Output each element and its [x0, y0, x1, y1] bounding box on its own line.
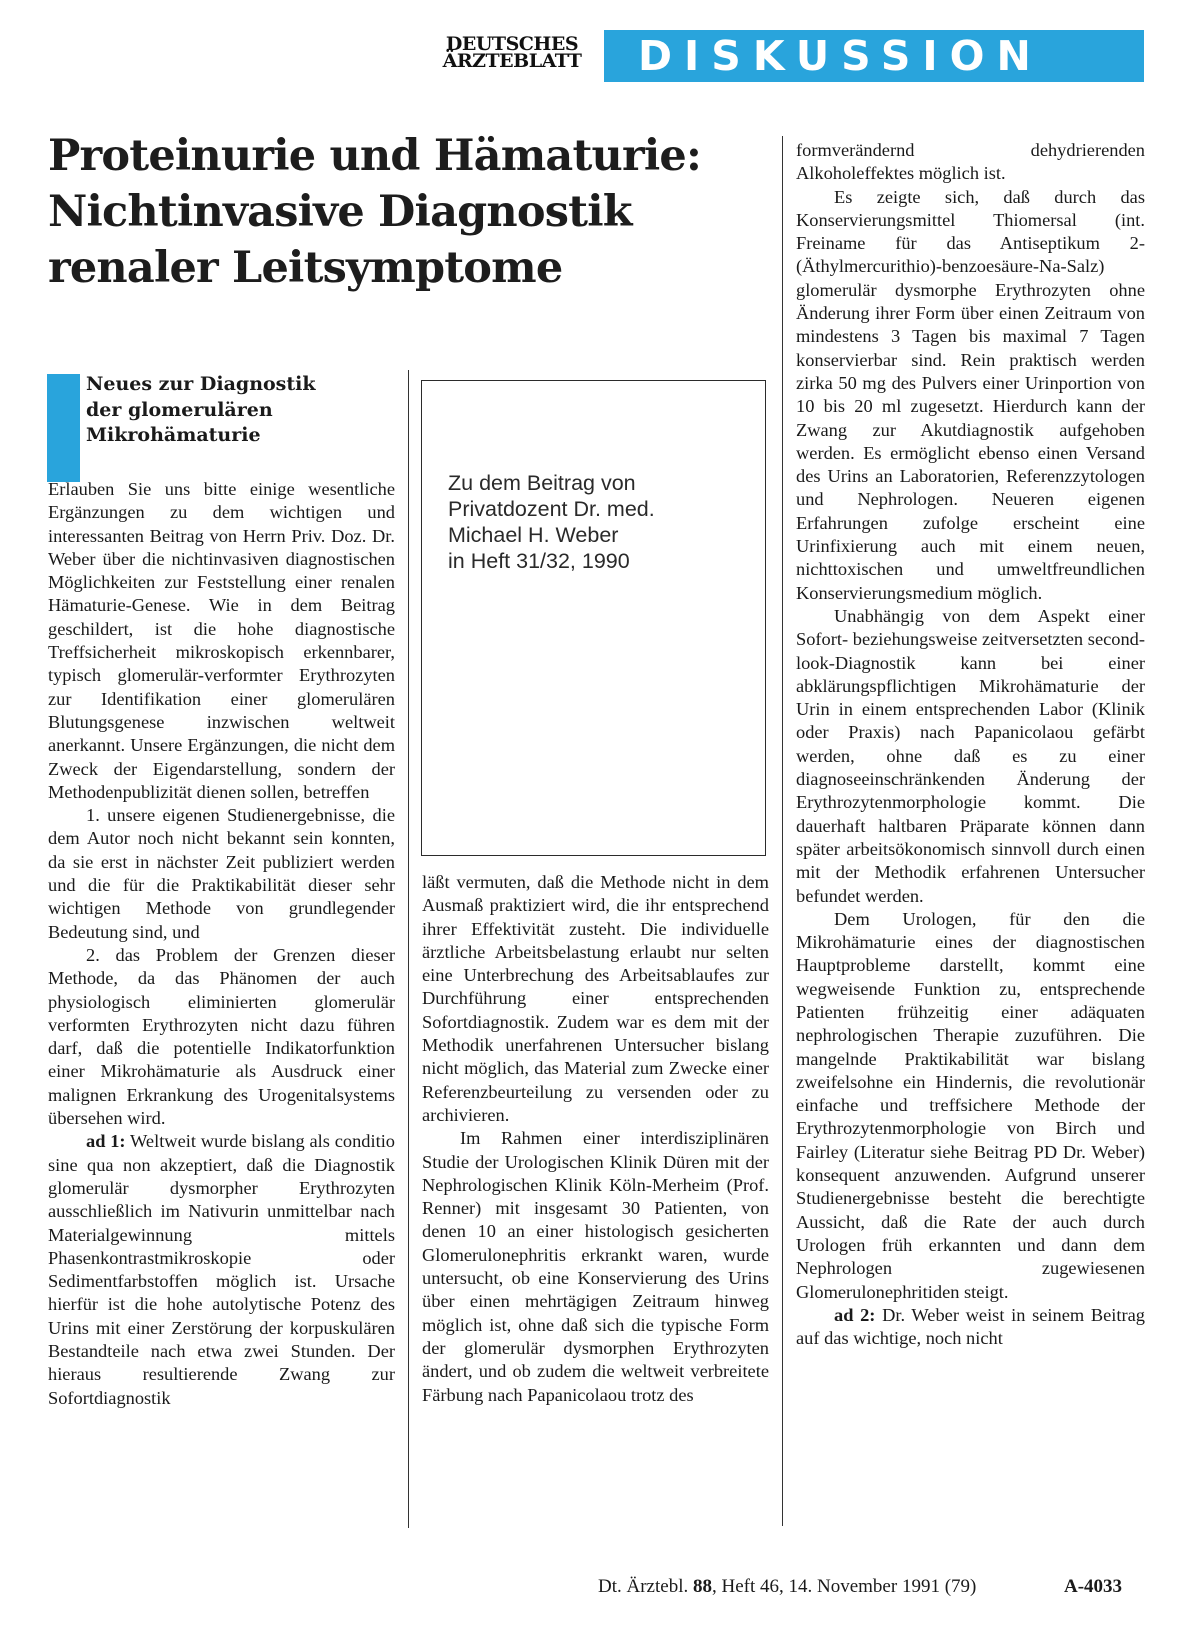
- infobox-line: Michael H. Weber: [448, 523, 619, 547]
- reference-infobox: [421, 380, 766, 856]
- subhead-accent-bar: [47, 374, 80, 482]
- title-line: renaler Leitsymptome: [48, 243, 563, 293]
- ad1-label: ad 1:: [86, 1131, 126, 1152]
- title-line: Nichtinvasive Diagnostik: [48, 187, 632, 237]
- paragraph: Im Rahmen einer interdisziplinären Studie der Urologischen Klinik Düren mit der Nephrologischen Klinik Köln-Merheim (Prof. Renner) mit insgesamt 30 Patienten, von denen 10 an einer histologisch gesicherten Glomerulonephritis erkrankt waren, wurde untersucht, ob eine Konservierung des Urins über einen mehrtägigen Zeitraum hinweg möglich ist, ohne daß sich die typische Form der glomerulär dysmorphen Erythrozyten ändert, und ob zudem die weltweit verbreitete Färbung nach Papanicolaou trotz des: [422, 1128, 769, 1405]
- subhead-line: Mikrohämaturie: [86, 424, 261, 446]
- paragraph: Es zeigte sich, daß durch das Konservierungsmittel Thiomersal (int. Freiname für das Antiseptikum 2-(Äthylmercurithio)-benzoesäure-Na-Salz) glomerulär dysmorphe Erythrozyten ohne Änderung ihrer Form über einen Zeitraum von mindestens 3 Tagen bis maximal 7 Tagen konservierbar sind. Rein praktisch werden zirka 50 mg des Pulvers einer Urinportion von 10 bis 20 ml zugesetzt. Hierdurch kann der Zwang zur Akutdiagnostik aufgehoben werden. Es ermöglicht ebenso einen Versand des Urins an Laboratorien, Referenzzytologen und Nephrologen. Neueren eigenen Erfahrungen zufolge erscheint eine Urinfixierung auch mit einem neuen, nichttoxischen und umweltfreundlichen Konservierungsmedium möglich.: [796, 186, 1145, 603]
- logo-line-1: DEUTSCHES: [445, 33, 579, 55]
- logo-line-2: ÄRZTEBLATT: [442, 50, 582, 72]
- section-label: DISKUSSION: [638, 32, 1043, 80]
- citation-prefix: Dt. Ärztebl.: [598, 1576, 693, 1597]
- paragraph: Unabhängig von dem Aspekt einer Sofort- beziehungsweise zeitversetzten second-look-Diagnostik kann bei einer abklärungspflichtigen Mikrohämaturie der Urin in einem entsprechenden Labor (Klinik oder Praxis) nach Papanicolaou gefärbt werden, ohne daß es zu einer diagnoseeinschränkenden Änderung der Erythrozytenmorphologie kommt. Die dauerhaft haltbaren Präparate können dann später arbeitsökonomisch sinnvoll durch einen mit der Methodik erfahrenen Untersucher befundet werden.: [796, 605, 1145, 906]
- page-number: A-4033: [1064, 1576, 1123, 1597]
- column-rule: [408, 370, 409, 1528]
- ad2-text: Dr. Weber weist in seinem Beitrag auf das wichtige, noch nicht: [796, 1304, 1145, 1349]
- paragraph: formverändernd dehydrierenden Alkoholeffektes möglich ist.: [796, 140, 1145, 184]
- journal-logo: [428, 33, 596, 72]
- paragraph-ad2: [796, 1304, 1145, 1351]
- citation-volume: 88: [692, 1576, 712, 1597]
- text-column-3: [796, 139, 1145, 1350]
- infobox-line: in Heft 31/32, 1990: [448, 549, 630, 573]
- paragraph: Dem Urologen, für den die Mikrohämaturie eines der diagnostischen Hauptprobleme darstellt, kommt eine wegweisende Funktion zu, entsprechende Patienten frühzeitig einer adäquaten nephrologischen Therapie zuzuführen. Die mangelnde Praktikabilität war bislang zweifelsohne ein Hindernis, die revolutionär einfache und treffsichere Methode der Erythrozytenmorphologie von Birch und Fairley (Literatur siehe Beitrag PD Dr. Weber) konsequent anzuwenden. Aufgrund unserer Studienergebnisse besteht die berechtigte Aussicht, daß die Rate der auch durch Urologen früh erkannten und dann dem Nephrologen zugewiesenen Glomerulonephritiden steigt.: [796, 908, 1145, 1302]
- citation-suffix: , Heft 46, 14. November 1991 (79): [711, 1576, 977, 1597]
- infobox-text: [448, 470, 655, 574]
- paragraph: läßt vermuten, daß die Methode nicht in dem Ausmaß praktiziert wird, die ihr entsprechend ihrer Effektivität zusteht. Die individuelle ärztliche Arbeitsbelastung erlaubt nur selten eine Unterbrechung des Arbeitsablaufes zur Durchführung einer entsprechenden Sofortdiagnostik. Zudem war es dem mit der Methodik unerfahrenen Untersucher bislang nicht möglich, das Material zum Zwecke einer Referenzbeurteilung zu versenden oder zu archivieren.: [422, 872, 769, 1125]
- text-column-2: [422, 871, 769, 1407]
- title-line: Proteinurie und Hämaturie:: [48, 131, 702, 181]
- article-subhead: [86, 372, 396, 449]
- infobox-line: Zu dem Beitrag von: [448, 471, 636, 495]
- infobox-line: Privatdozent Dr. med.: [448, 497, 655, 521]
- paragraph: 1. unsere eigenen Studienergebnisse, die dem Autor noch nicht bekannt sein konnten, da sie erst in nächster Zeit publiziert werden und die für die Praktikabilität dieser sehr wichtigen Methode von grundlegender Bedeutung sind, und: [48, 805, 395, 942]
- subhead-line: der glomerulären: [86, 398, 273, 421]
- paragraph: 2. das Problem der Grenzen dieser Methode, da das Phänomen der auch physiologisch eliminierten glomerulär verformten Erythrozyten nicht dazu führen darf, daß die potentielle Indikatorfunktion einer Mikrohämaturie als Ausdruck einer malignen Erkrankung des Urogenitalsystems übersehen wird.: [48, 944, 395, 1129]
- paragraph: Erlauben Sie uns bitte einige wesentliche Ergänzungen zu dem wichtigen und interessanten Beitrag von Herrn Priv. Doz. Dr. Weber über die nichtinvasiven diagnostischen Möglichkeiten zur Feststellung einer renalen Hämaturie-Genese. Wie in dem Beitrag geschildert, ist die hohe diagnostische Treffsicherheit mikroskopisch erkennbarer, typisch glomerulär-verformter Erythrozyten zur Identifikation einer glomerulären Blutungsgenese inzwischen weltweit anerkannt. Unsere Ergänzungen, die nicht dem Zweck der Eigendarstellung, sondern der Methodenpublizität dienen sollen, betreffen: [48, 479, 395, 802]
- article-title: [48, 128, 788, 296]
- subhead-line: Neues zur Diagnostik: [86, 373, 316, 395]
- footer-citation: [598, 1576, 976, 1598]
- paragraph-ad1: [48, 1130, 395, 1410]
- column-rule: [782, 136, 783, 1526]
- ad1-text: Weltweit wurde bislang als conditio sine qua non akzeptiert, daß die Diagnostik glomerulär dysmorpher Erythrozyten ausschließlich im Nativurin unmittelbar nach Materialgewinnung mittels Phasenkontrastmikroskopie oder Sedimentfarbstoffen möglich ist. Ursache hierfür ist die hohe autolytische Potenz des Urins mit einer Zerstörung der korpuskulären Bestandteile nach etwa zwei Stunden. Der hieraus resultierende Zwang zur Sofortdiagnostik: [48, 1131, 395, 1408]
- section-banner: [604, 30, 1144, 82]
- text-column-1: [48, 478, 395, 1410]
- ad2-label: ad 2:: [834, 1304, 876, 1325]
